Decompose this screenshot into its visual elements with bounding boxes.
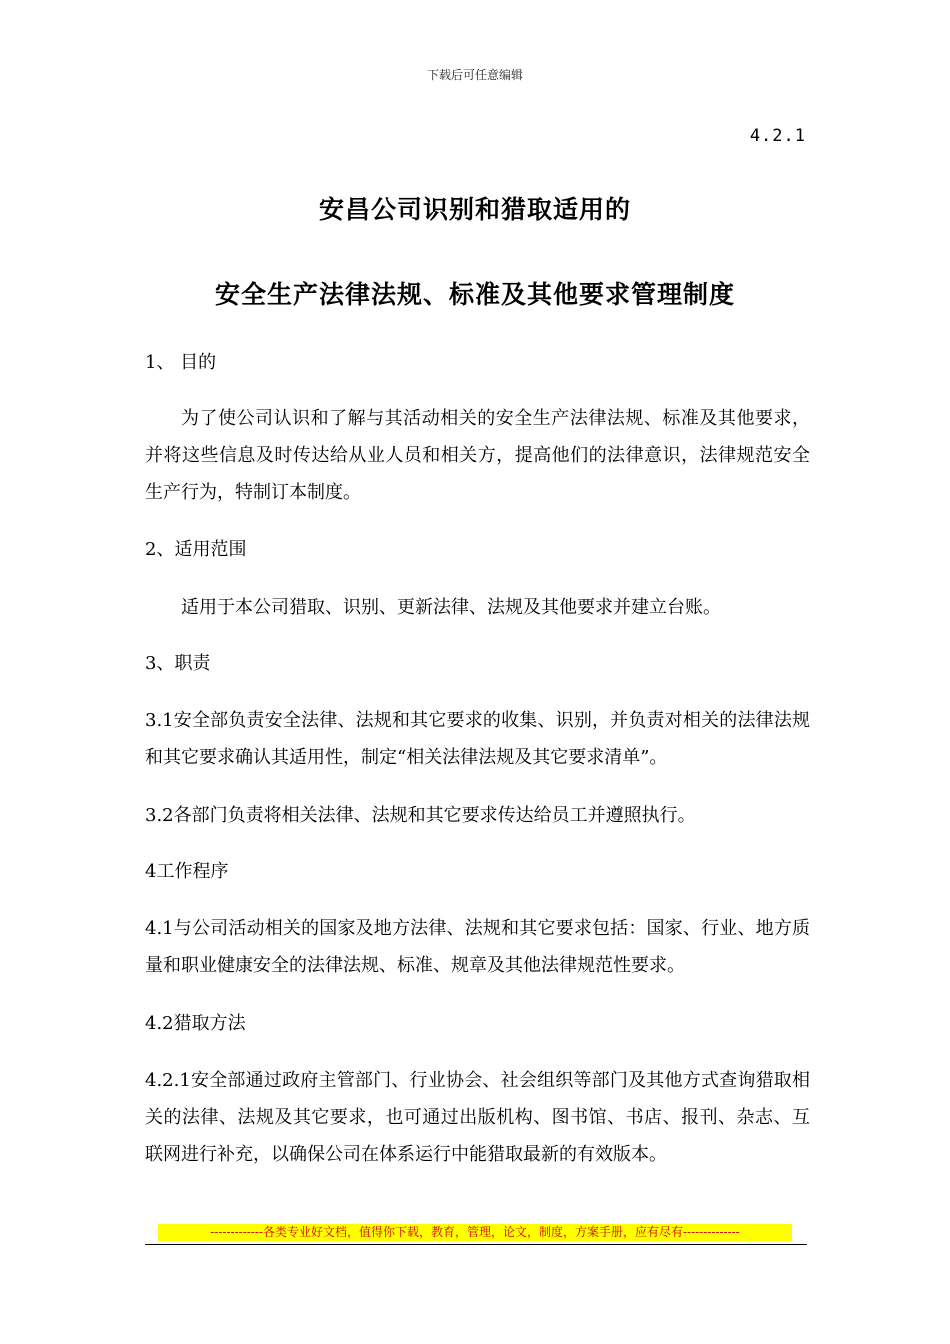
section-3-2: 3.2各部门负责将相关法律、法规和其它要求传达给员工并遵照执行。	[145, 805, 696, 826]
header-note: 下载后可任意编辑	[426, 68, 523, 82]
section-3-1: 3.1安全部负责安全法律、法规和其它要求的收集、识别，并负责对相关的法律法规和其它要求确认其适用性，制定“相关法律法规及其它要求清单”。	[145, 710, 810, 768]
document-title-line2: 安全生产法律法规、标准及其他要求管理制度	[214, 280, 735, 309]
footer-banner: -------------各类专业好文档，值得你下载，教育，管理，论文，制度，方案手册，应有尽有--------------	[158, 1224, 792, 1241]
document-number: 4.2.1	[749, 126, 806, 146]
section-1-body: 为了使公司认识和了解与其活动相关的安全生产法律法规、标准及其他要求，并将这些信息及时传达给从业人员和相关方，提高他们的法律意识，法律规范安全生产行为，特制订本制度。	[145, 408, 810, 503]
section-4-2-1: 4.2.1安全部通过政府主管部门、行业协会、社会组织等部门及其他方式查询猎取相关的法律、法规及其它要求，也可通过出版机构、图书馆、书店、报刊、杂志、互联网进行补充，以确保公司在体系运行中能猎取最新的有效版本。	[145, 1070, 810, 1165]
section-4-1: 4.1与公司活动相关的国家及地方法律、法规和其它要求包括：国家、行业、地方质量和职业健康安全的法律法规、标准、规章及其他法律规范性要求。	[145, 918, 810, 976]
footer-divider	[145, 1244, 807, 1245]
section-2-body: 适用于本公司猎取、识别、更新法律、法规及其他要求并建立台账。	[181, 597, 721, 618]
section-4-heading: 4工作程序	[145, 861, 229, 882]
section-4-2-heading: 4.2猎取方法	[145, 1013, 246, 1034]
section-2-heading: 2、适用范围	[145, 539, 247, 560]
section-3-heading: 3、职责	[145, 653, 211, 674]
document-title-line1: 安昌公司识别和猎取适用的	[318, 195, 631, 224]
section-1-heading: 1、 目的	[145, 352, 217, 373]
